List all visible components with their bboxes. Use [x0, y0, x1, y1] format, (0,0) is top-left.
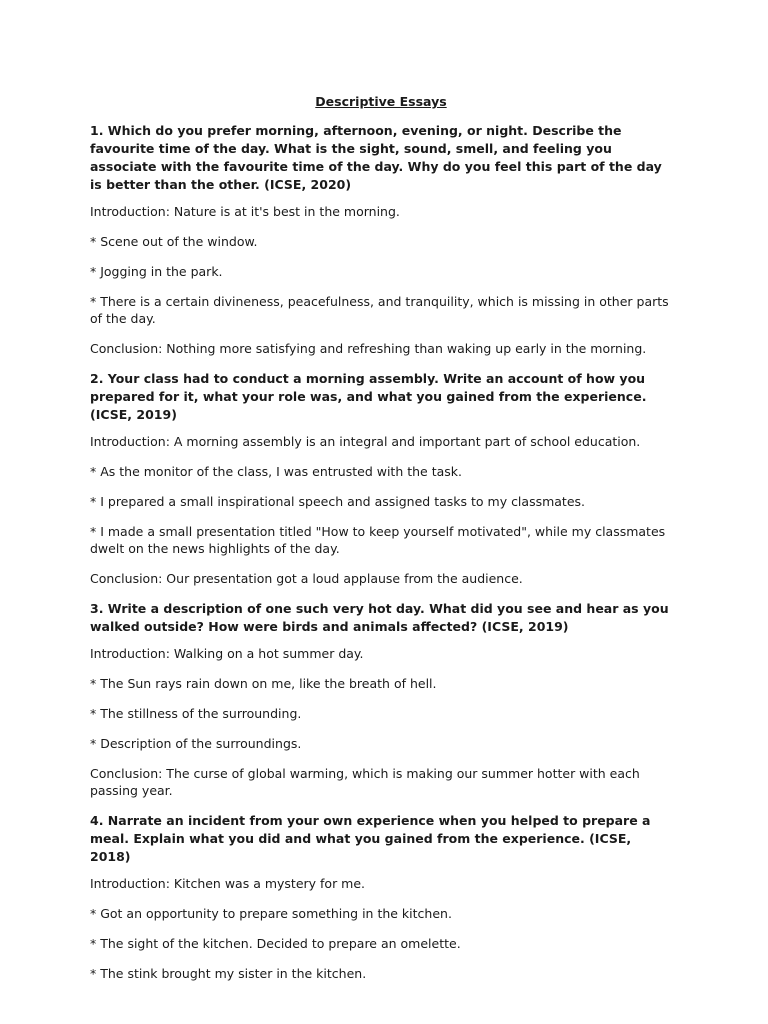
question-block-3 — [90, 600, 672, 799]
outline-line: Introduction: Nature is at it's best in the morning. — [90, 204, 400, 219]
outline-line: * I made a small presentation titled "How to keep yourself motivated", while my classmates dwelt on the news highlights of the day. — [90, 524, 666, 556]
outline-line: * The sight of the kitchen. Decided to prepare an omelette. — [90, 936, 461, 951]
outline-line: Introduction: Walking on a hot summer day. — [90, 646, 364, 661]
document-title: Descriptive Essays — [315, 94, 447, 109]
outline-line: Introduction: A morning assembly is an integral and important part of school education. — [90, 434, 641, 449]
outline-line: * The stillness of the surrounding. — [90, 706, 302, 721]
outline-line: * Got an opportunity to prepare something in the kitchen. — [90, 906, 452, 921]
outline-line: Conclusion: The curse of global warming, which is making our summer hotter with each passing year. — [90, 766, 640, 798]
outline-line: * The stink brought my sister in the kitchen. — [90, 966, 367, 981]
outline-line: * I prepared a small inspirational speech and assigned tasks to my classmates. — [90, 494, 586, 509]
question-prompt: 2. Your class had to conduct a morning assembly. Write an account of how you prepared for it, what your role was, and what you gained from the experience. (ICSE, 2019) — [90, 371, 647, 422]
outline-line: Introduction: Kitchen was a mystery for me. — [90, 876, 366, 891]
outline-line: * Jogging in the park. — [90, 264, 223, 279]
question-block-4 — [90, 812, 672, 982]
outline-line: Conclusion: Our presentation got a loud applause from the audience. — [90, 571, 523, 586]
question-block-2 — [90, 370, 672, 587]
outline-line: * The Sun rays rain down on me, like the breath of hell. — [90, 676, 437, 691]
question-prompt: 4. Narrate an incident from your own experience when you helped to prepare a meal. Explain what you did and what you gained from the experience. (ICSE, 2018) — [90, 813, 651, 864]
outline-line: * As the monitor of the class, I was entrusted with the task. — [90, 464, 462, 479]
question-prompt: 3. Write a description of one such very hot day. What did you see and hear as you walked outside? How were birds and animals affected? (ICSE, 2019) — [90, 601, 669, 634]
outline-line: * There is a certain divineness, peacefulness, and tranquility, which is missing in other parts of the day. — [90, 294, 669, 326]
question-prompt: 1. Which do you prefer morning, afternoon, evening, or night. Describe the favourite time of the day. What is the sight, sound, smell, and feeling you associate with the favourite time of the day. Why do you feel this part of the day is better than the other. (ICSE, 2020) — [90, 123, 662, 192]
outline-line: Conclusion: Nothing more satisfying and refreshing than waking up early in the morning. — [90, 341, 647, 356]
outline-line: * Description of the surroundings. — [90, 736, 302, 751]
question-block-1 — [90, 122, 672, 357]
outline-line: * Scene out of the window. — [90, 234, 258, 249]
